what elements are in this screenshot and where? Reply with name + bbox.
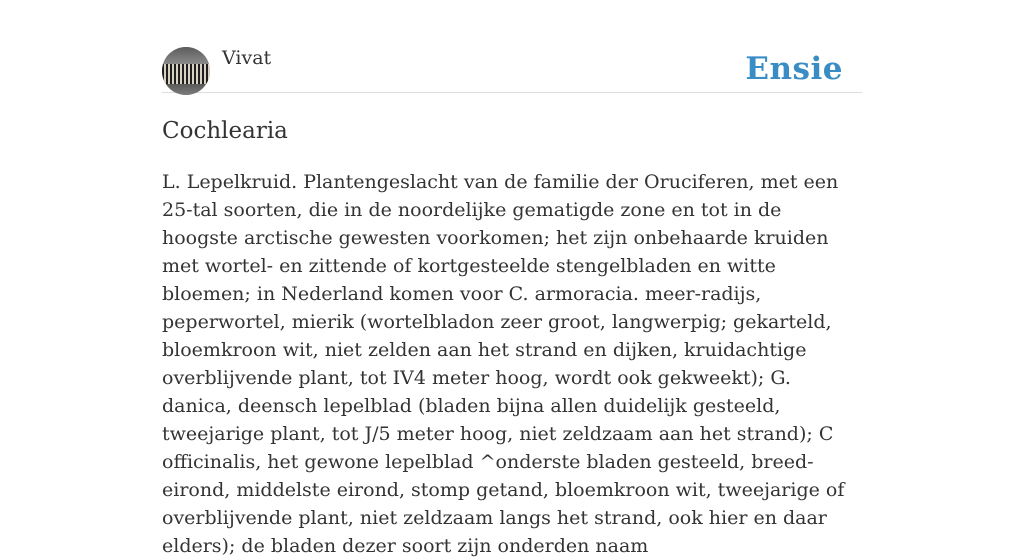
avatar-top [162, 47, 210, 64]
header [162, 0, 862, 93]
page [162, 0, 862, 557]
article-body: L. Lepelkruid. Plantengeslacht van de familie der Oruciferen, met een 25-tal soorten, die in de noordelijke gematigde zone en tot in de hoogste arctische gewesten voorkomen; het zijn onbehaarde kruiden met wortel- en zittende of kortgesteelde stengelbladen en witte bloemen; in Nederland komen voor C. armoracia. meer-radijs, peperwortel, mierik (wortelbladon zeer groot, langwerpig; gekarteld, bloemkroon wit, niet zelden aan het strand en dijken, kruidachtige overblijvende plant, tot IV4 meter hoog, wordt ook gekweekt); G. danica, deensch lepelblad (bladen bijna allen duidelijk gesteeld, tweejarige plant, tot J/5 meter hoog, niet zeldzaam aan het strand); C officinalis, het gewone lepelblad ^onderste bladen gesteeld, breed-eirond, middelste eirond, stomp getand, bloemkroon wit, tweejarige of overblijvende plant, niet zeldzaam langs het strand, ook hier en daar elders); de bladen dezer soort zijn onderden naam [162, 171, 845, 557]
avatar[interactable] [162, 47, 210, 95]
avatar-bottom [162, 84, 210, 95]
author-name[interactable]: Vivat [222, 47, 272, 69]
avatar-stripes [162, 64, 210, 84]
brand-logo-link[interactable]: Ensie [745, 51, 843, 87]
page-title: Cochlearia [162, 118, 288, 144]
